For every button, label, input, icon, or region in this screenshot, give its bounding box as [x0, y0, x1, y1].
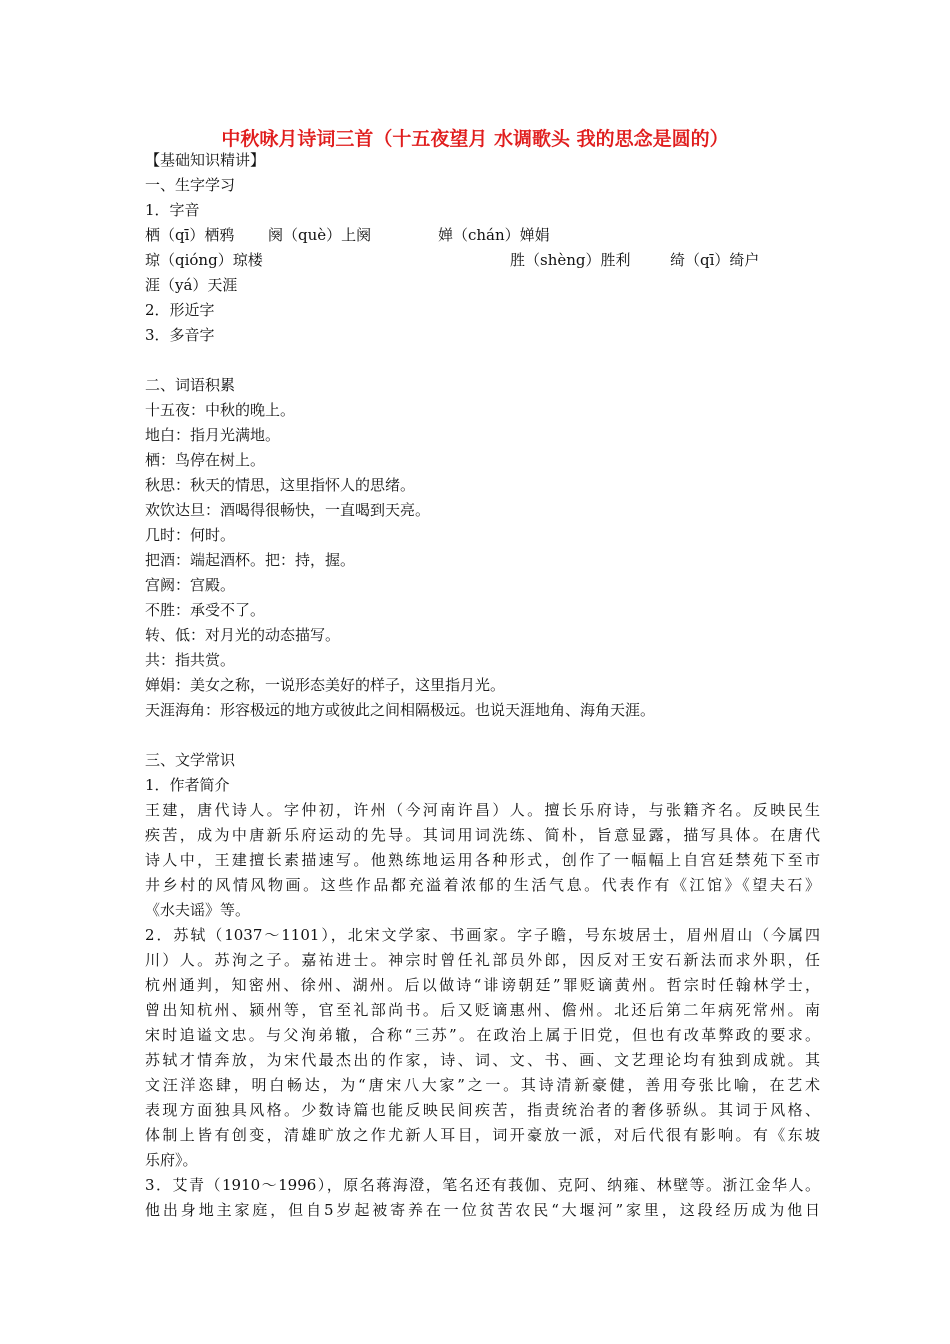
- document-body: [145, 148, 820, 1223]
- subheading-polyphonic-characters: 3．多音字: [145, 326, 215, 344]
- section-heading-characters: 一、生字学习: [145, 176, 236, 194]
- paragraph-line: 体制上皆有创变，清雄旷放之作尤新人耳目，词开豪放一派，对后代很有影响。有《东坡: [145, 1126, 820, 1144]
- vocabulary-item: 婵娟：美女之称，一说形态美好的样子，这里指月光。: [145, 676, 506, 694]
- document-title: 中秋咏月诗词三首（十五夜望月 水调歌头 我的思念是圆的）: [221, 128, 729, 150]
- section-heading-literature: 三、文学常识: [145, 751, 236, 769]
- paragraph-line: 川）人。苏洵之子。嘉祐进士。神宗时曾任礼部员外郎，因反对王安石新法而求外职，任: [145, 951, 820, 969]
- vocabulary-item: 十五夜：中秋的晚上。: [145, 401, 296, 419]
- paragraph-line: 文汪洋恣肆，明白畅达，为“唐宋八大家”之一。其诗清新豪健，善用夸张比喻，在艺术: [145, 1076, 820, 1094]
- subheading-similar-characters: 2．形近字: [145, 301, 215, 319]
- pronunciation-item: 婵（chán）婵娟: [438, 226, 550, 244]
- pronunciation-row: [145, 248, 820, 273]
- pronunciation-item: 栖（qī）栖鸦: [145, 226, 235, 244]
- paragraph-line: 井乡村的风情风物画。这些作品都充溢着浓郁的生活气息。代表作有《江馆》《望夫石》: [145, 876, 820, 894]
- vocabulary-item: 天涯海角：形容极远的地方或彼此之间相隔极远。也说天涯地角、海角天涯。: [145, 701, 656, 719]
- vocabulary-item: 地白：指月光满地。: [145, 426, 281, 444]
- paragraph-line: 表现方面独具风格。少数诗篇也能反映民间疾苦，指责统治者的奢侈骄纵。其词于风格、: [145, 1101, 820, 1119]
- paragraph-line: 杭州通判，知密州、徐州、湖州。后以做诗“诽谤朝廷”罪贬谪黄州。哲宗时任翰林学士，: [145, 976, 820, 994]
- paragraph-line: 王建，唐代诗人。字仲初，许州（今河南许昌）人。擅长乐府诗，与张籍齐名。反映民生: [145, 801, 820, 819]
- paragraph-line: 乐府》。: [145, 1151, 198, 1169]
- vocabulary-item: 转、低：对月光的动态描写。: [145, 626, 341, 644]
- paragraph-line: 曾出知杭州、颍州等，官至礼部尚书。后又贬谪惠州、儋州。北还后第二年病死常州。南: [145, 1001, 820, 1019]
- vocabulary-item: 几时：何时。: [145, 526, 236, 544]
- pronunciation-row: [145, 223, 820, 248]
- section-heading-vocabulary: 二、词语积累: [145, 376, 236, 394]
- pronunciation-item: 琼（qióng）琼楼: [145, 251, 263, 269]
- pronunciation-item: 绮（qī）绮户: [670, 251, 760, 269]
- vocabulary-item: 秋思：秋天的情思，这里指怀人的思绪。: [145, 476, 416, 494]
- vocabulary-item: 栖：鸟停在树上。: [145, 451, 266, 469]
- vocabulary-item: 欢饮达旦：酒喝得很畅快，一直喝到天亮。: [145, 501, 431, 519]
- pronunciation-item: 胜（shèng）胜利: [510, 251, 631, 269]
- paragraph-line: 诗人中，王建擅长素描速写。他熟练地运用各种形式，创作了一幅幅上自宫廷禁苑下至市: [145, 851, 820, 869]
- subheading-author-intro: 1．作者简介: [145, 776, 230, 794]
- paragraph-line: 疾苦，成为中唐新乐府运动的先导。其词用词洗练、简朴，旨意显露，描写具体。在唐代: [145, 826, 820, 844]
- paragraph-line: 他出身地主家庭，但自5岁起被寄养在一位贫苦农民“大堰河”家里，这段经历成为他日: [145, 1201, 820, 1219]
- pronunciation-item: 阕（què）上阕: [268, 226, 372, 244]
- vocabulary-item: 把酒：端起酒杯。把：持，握。: [145, 551, 356, 569]
- vocabulary-item: 不胜：承受不了。: [145, 601, 266, 619]
- subheading-pronunciation: 1．字音: [145, 201, 200, 219]
- paragraph-line: 2．苏轼（1037～1101），北宋文学家、书画家。字子瞻，号东坡居士，眉州眉山（今属四: [145, 926, 820, 944]
- pronunciation-row: 涯（yá）天涯: [145, 276, 238, 294]
- vocabulary-item: 共：指共赏。: [145, 651, 236, 669]
- vocabulary-item: 宫阙：宫殿。: [145, 576, 236, 594]
- section-label: 【基础知识精讲】: [145, 151, 266, 169]
- paragraph-line: 《水夫谣》等。: [145, 901, 251, 919]
- paragraph-line: 3．艾青（1910～1996），原名蒋海澄，笔名还有莪伽、克阿、纳雍、林壁等。浙江金华人。: [145, 1176, 820, 1194]
- paragraph-line: 宋时追谥文忠。与父洵弟辙，合称“三苏”。在政治上属于旧党，但也有改革弊政的要求。: [145, 1026, 820, 1044]
- paragraph-line: 苏轼才情奔放，为宋代最杰出的作家，诗、词、文、书、画、文艺理论均有独到成就。其: [145, 1051, 820, 1069]
